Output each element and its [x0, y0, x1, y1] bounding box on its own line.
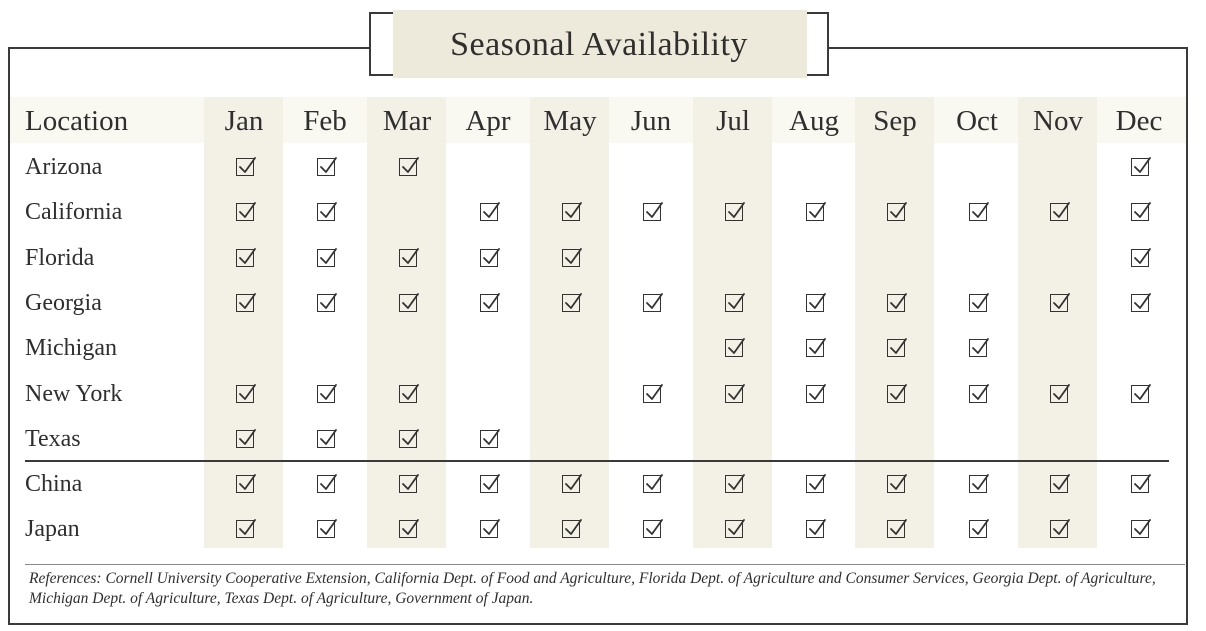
- checkmark-icon: [317, 249, 335, 267]
- month-header-may: May: [543, 105, 597, 137]
- checkmark-icon: [725, 385, 743, 403]
- checkmark-icon: [969, 520, 987, 538]
- checkmark-icon: [317, 430, 335, 448]
- checkmark-icon: [806, 385, 824, 403]
- checkmark-icon: [317, 475, 335, 493]
- checkmark-icon: [399, 294, 417, 312]
- checkmark-icon: [317, 158, 335, 176]
- checkmark-icon: [562, 203, 580, 221]
- checkmark-icon: [1050, 475, 1068, 493]
- checkmark-icon: [1131, 203, 1149, 221]
- checkmark-icon: [236, 475, 254, 493]
- checkmark-icon: [480, 203, 498, 221]
- checkmark-icon: [480, 430, 498, 448]
- checkmark-icon: [725, 475, 743, 493]
- checkmark-icon: [643, 475, 661, 493]
- checkmark-icon: [1131, 249, 1149, 267]
- references-rule: [25, 564, 1185, 565]
- checkmark-icon: [887, 520, 905, 538]
- checkmark-icon: [887, 339, 905, 357]
- checkmark-icon: [480, 520, 498, 538]
- checkmark-icon: [1050, 203, 1068, 221]
- checkmark-icon: [725, 520, 743, 538]
- checkmark-icon: [236, 294, 254, 312]
- checkmark-icon: [562, 520, 580, 538]
- us-international-divider: [25, 460, 1169, 462]
- checkmark-icon: [317, 203, 335, 221]
- checkmark-icon: [806, 520, 824, 538]
- month-header-oct: Oct: [956, 105, 998, 137]
- checkmark-icon: [399, 520, 417, 538]
- checkmark-icon: [399, 249, 417, 267]
- month-header-dec: Dec: [1115, 105, 1163, 137]
- checkmark-icon: [1131, 294, 1149, 312]
- checkmark-icon: [969, 339, 987, 357]
- checkmark-icon: [725, 203, 743, 221]
- checkmark-icon: [806, 339, 824, 357]
- month-header-aug: Aug: [789, 105, 839, 137]
- location-label: Japan: [25, 516, 80, 543]
- checkmark-icon: [969, 294, 987, 312]
- checkmark-icon: [725, 339, 743, 357]
- checkmark-icon: [643, 385, 661, 403]
- checkmark-icon: [725, 294, 743, 312]
- checkmark-icon: [969, 475, 987, 493]
- checkmark-icon: [562, 475, 580, 493]
- checkmark-icon: [887, 294, 905, 312]
- checkmark-icon: [480, 475, 498, 493]
- checkmark-icon: [806, 475, 824, 493]
- month-header-feb: Feb: [303, 105, 347, 137]
- checkmark-icon: [1131, 385, 1149, 403]
- month-header-mar: Mar: [382, 105, 432, 137]
- checkmark-icon: [317, 294, 335, 312]
- checkmark-icon: [562, 249, 580, 267]
- location-label: Florida: [25, 244, 95, 271]
- checkmark-icon: [806, 294, 824, 312]
- title-box: [369, 12, 829, 76]
- checkmark-icon: [969, 203, 987, 221]
- checkmark-icon: [317, 520, 335, 538]
- checkmark-icon: [969, 385, 987, 403]
- location-label: China: [25, 471, 83, 498]
- checkmark-icon: [562, 294, 580, 312]
- checkmark-icon: [236, 158, 254, 176]
- month-header-nov: Nov: [1033, 105, 1083, 137]
- location-label: Michigan: [25, 335, 117, 362]
- checkmark-icon: [643, 203, 661, 221]
- checkmark-icon: [236, 520, 254, 538]
- location-label: Texas: [25, 425, 81, 452]
- location-label: Arizona: [25, 154, 103, 180]
- checkmark-icon: [1050, 294, 1068, 312]
- month-header-sep: Sep: [873, 105, 917, 137]
- location-label: California: [25, 199, 123, 226]
- month-header-jul: Jul: [716, 105, 750, 137]
- checkmark-icon: [399, 475, 417, 493]
- location-header: Location: [25, 105, 129, 137]
- checkmark-icon: [399, 385, 417, 403]
- checkmark-icon: [1131, 158, 1149, 176]
- checkmark-icon: [317, 385, 335, 403]
- checkmark-icon: [887, 385, 905, 403]
- checkmark-icon: [480, 249, 498, 267]
- month-header-apr: Apr: [465, 105, 511, 137]
- checkmark-icon: [806, 203, 824, 221]
- checkmark-icon: [1131, 520, 1149, 538]
- checkmark-icon: [399, 430, 417, 448]
- location-label: Georgia: [25, 289, 102, 316]
- page-title: Seasonal Availability: [450, 26, 748, 63]
- checkmark-icon: [1131, 475, 1149, 493]
- checkmark-icon: [236, 203, 254, 221]
- location-label: New York: [25, 380, 123, 407]
- references-text: References: Cornell University Cooperative Extension, California Dept. of Food and Agriculture, Florida Dept. of Agriculture and Consumer Services, Georgia Dept. of Agriculture, Michigan Dept. of Agriculture, Texas Dept. of Agriculture, Government of Japan.: [29, 570, 1156, 607]
- checkmark-icon: [1050, 385, 1068, 403]
- checkmark-icon: [887, 475, 905, 493]
- month-header-jun: Jun: [630, 105, 672, 137]
- checkmark-icon: [236, 430, 254, 448]
- checkmark-icon: [887, 203, 905, 221]
- checkmark-icon: [1050, 520, 1068, 538]
- checkmark-icon: [236, 249, 254, 267]
- checkmark-icon: [480, 294, 498, 312]
- month-header-jan: Jan: [224, 105, 264, 137]
- checkmark-icon: [643, 294, 661, 312]
- checkmark-icon: [643, 520, 661, 538]
- checkmark-icon: [236, 385, 254, 403]
- checkmark-icon: [399, 158, 417, 176]
